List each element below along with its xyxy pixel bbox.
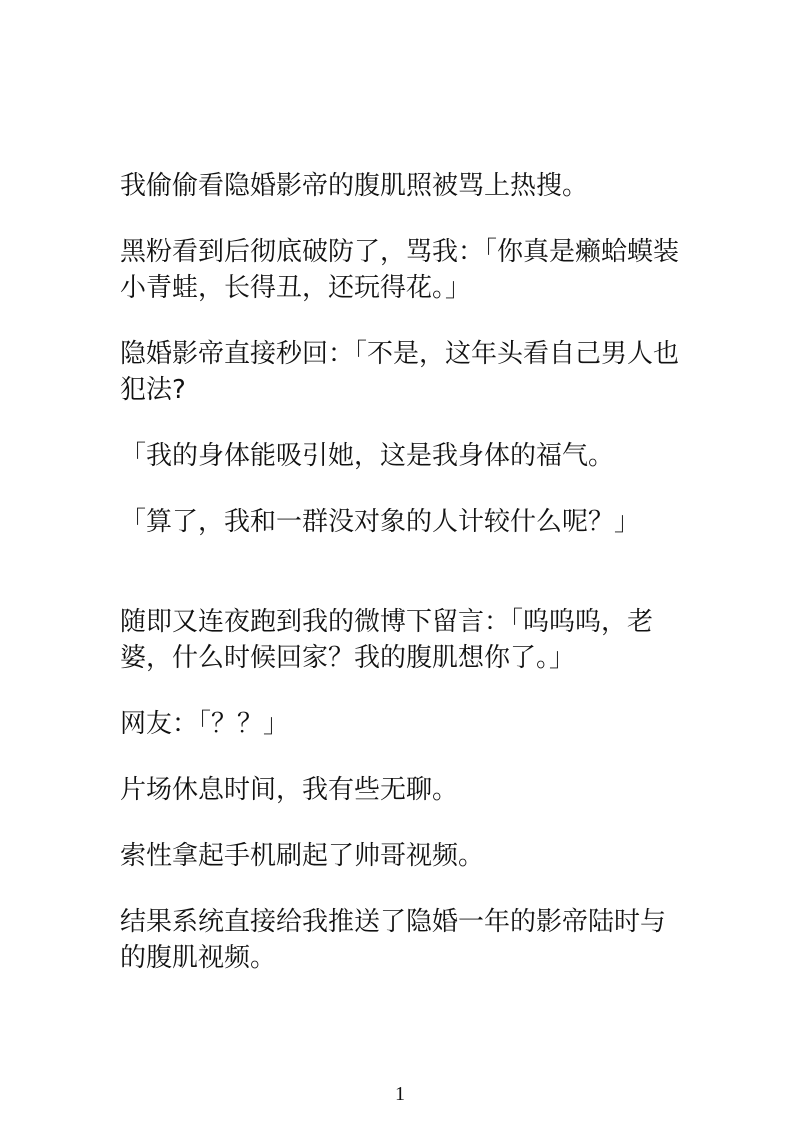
- paragraph-9: 索性拿起手机刷起了帅哥视频。: [120, 841, 485, 871]
- paragraph-8: 片场休息时间，我有些无聊。: [120, 775, 459, 805]
- paragraph-7: 网友：「？？」: [120, 709, 290, 739]
- paragraph-6: 随即又连夜跑到我的微博下留言：「呜呜呜，老婆，什么时候回家？我的腹肌想你了。」: [120, 607, 654, 673]
- document-body: [120, 168, 690, 976]
- page-number: 1: [395, 1083, 405, 1105]
- paragraph-5: 「算了，我和一群没对象的人计较什么呢？」: [120, 507, 641, 537]
- paragraph-1: 我偷偷看隐婚影帝的腹肌照被骂上热搜。: [120, 171, 589, 201]
- paragraph-4: 「我的身体能吸引她，这是我身体的福气。: [120, 441, 615, 471]
- paragraph-2: 黑粉看到后彻底破防了，骂我：「你真是癞蛤蟆装小青蛙，长得丑，还玩得花。」: [120, 237, 680, 303]
- paragraph-3: 隐婚影帝直接秒回：「不是，这年头看自己男人也犯法?: [120, 339, 680, 405]
- paragraph-10: 结果系统直接给我推送了隐婚一年的影帝陆时与的腹肌视频。: [120, 907, 667, 973]
